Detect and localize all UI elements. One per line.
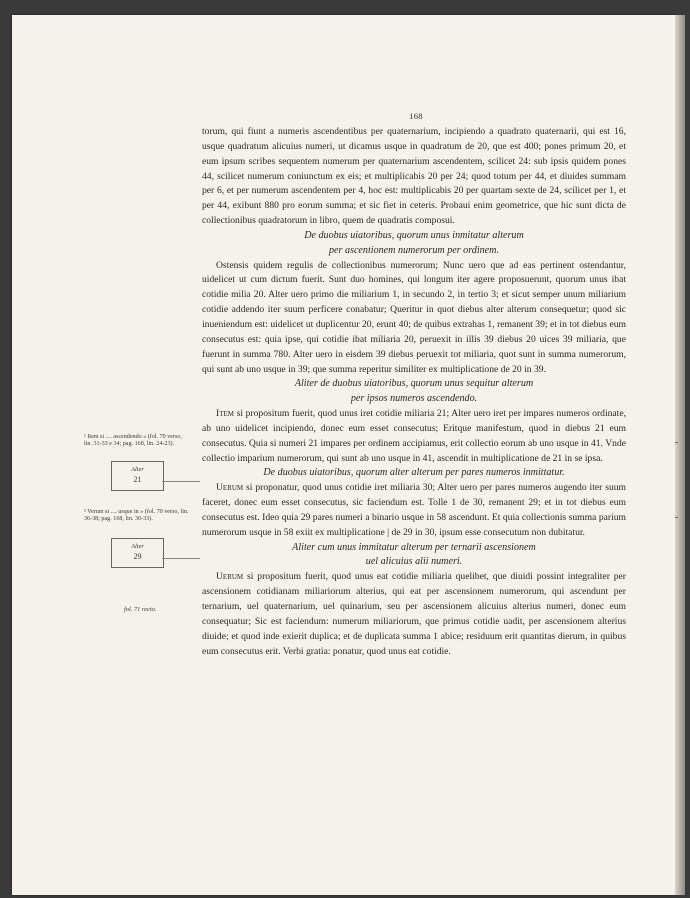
section-heading-4a: Aliter cum unus immitatur alterum per ternarii ascensionem	[292, 541, 536, 553]
page-number: 168	[409, 111, 423, 121]
paragraph-3-lead: Item	[216, 408, 234, 420]
main-text-column	[202, 125, 626, 659]
margin-rule-1	[162, 481, 200, 482]
margin-rule-2	[162, 558, 200, 559]
section-heading-2a: Aliter de duobus uiatoribus, quorum unus sequitur alterum	[294, 378, 534, 390]
margin-note-2: ² Verum si .... usque in » (fol. 70 verso, lin. 36-38; pag. 168, lin. 30-33).	[84, 509, 189, 523]
margin-box-2	[111, 538, 164, 568]
margin-box-2-label: Alter	[131, 543, 144, 550]
paragraph-3	[202, 407, 626, 466]
section-heading-2b: per ipsos numeros ascendendo.	[350, 393, 478, 405]
section-heading-3: De duobus uiatoribus, quorum alter alterum per pares numeros inmittatur.	[263, 467, 565, 479]
paragraph-4-text: si proponatur, quod unus cotidie iret miliaria 30; Alter uero per pares numeros augendo iter suum faceret, donec eum esset consecutus, sic faciendum est. Tolle 1 de 30, remanent 29; et in tot diebus eum consecutus est. Ideo quia 29 pares numeri a binario usque in 58 ascendunt. Et quia collectionis summa parium numerorum usque in 58 exiit ex multiplicatione | de 29 in 30, ipsum esse consecutum non dubitatur.	[202, 482, 626, 538]
edge-tick-mark	[675, 442, 678, 443]
paragraph-5-text: si propositum fuerit, quod unus eat cotidie miliaria quelibet, que diuidi possint integraliter per ascensionem cotidianam miliariorum alterius, qui eat per ascensionem numerorum, qui ascendunt per ternarium, uel quaternarium, uel quinarium, seu per ascensionem alicuius alterius numeri, donec eum consequatur; Sic est faciendum: numerum miliariorum, que primus cotidie uadit, per ascensionem alterius diuide; et quod inde exierit duplica; et de duplicata summa 1 abice; residuum erit quantitas dierum, in quibus eum consecutus erit. Verbi gratia: ponatur, quod unus eat cotidie.	[202, 571, 626, 657]
section-heading-1a: De duobus uiatoribus, quorum unus inmitatur alterum	[304, 229, 524, 241]
paragraph-4	[202, 481, 626, 540]
section-heading-4b: uel alicuius alii numeri.	[365, 556, 463, 568]
margin-note-1: ¹ Item si .... ascendendo » (fol. 70 verso, lin. 31-33 e 34; pag. 168, lin. 24-23).	[84, 434, 182, 448]
margin-box-2-value: 29	[133, 552, 142, 561]
folio-reference: fol. 71 recto.	[124, 606, 157, 613]
page-edge-shadow	[675, 15, 685, 895]
paragraph-4-lead: Uerum	[216, 482, 244, 494]
margin-box-1-value: 21	[133, 475, 142, 484]
edge-tick-mark	[675, 517, 678, 518]
margin-box-1-label: Alter	[131, 466, 144, 473]
margin-box-1	[111, 461, 164, 491]
paragraph-5-lead: Uerum	[216, 571, 244, 583]
paragraph-1: torum, qui fiunt a numeris ascendentibus per quaternarium, incipiendo a quadrato quaternarii, qui est 16, usque quadratum alicuius numeri, ut dicamus usque in quadratum de 20, que est 400; pones primum 20, et eum ipsum scribes sequentem numerum per quaternarium ascendentem, scilicet 24: sub ipsis quidem pones 44, scilicet numerum coniunctum ex eis; et multiplicabis 20 per 24; quod totum per 44, et diuides summam per 6, et per numerum ascendentem per 4, hoc est: multiplicabis 20 per quartam sexte de 24, scilicet per 1, et per 44, exibunt 880 pro eorum summa; et sic fiet in ceteris. Probaui enim geometrice, que hic sunt dicta de collectionibus quadratorum in libro, quem de quadratis composui.	[202, 126, 626, 227]
paragraph-3-text: si propositum fuerit, quod unus iret cotidie miliaria 21; Alter uero iret per impares numeros ordinate, ab uno uidelicet incipiendo, donec eum esset consecutus; Eritque manifestum, quod in diebus 21 eum consecutus. Quia si numeri 21 impares per ordinem accipiamus, erit collectio eorum ab uno usque in 41. Vnde collectio imparium numerorum, qui sunt ab uno usque in 41, ascendit in multiplicatione de 21 in se ipsa.	[202, 408, 626, 464]
section-heading-1b: per ascentionem numerorum per ordinem.	[329, 244, 499, 256]
paragraph-2: Ostensis quidem regulis de collectionibus numerorum; Nunc uero que ad eas pertinent ostendantur, uidelicet ut cum dictum fuerit. Sunt duo homines, qui longum iter agere proposuerunt, quorum unus ibat cotidie milia 20. Alter uero primo die miliarium 1, in secundo 2, in tertio 3; et sicut semper unum miliarium cotidie addendo iter suum perficere conabatur; Queritur in quot diebus alter alterum consequetur; quod sic inueniendum est: uidelicet ut duplicentur 20, erunt 40; de quibus extrahas 1, remanent 39; et in tot diebus eum consecutus est: quia ipse, qui cotidie ibat miliaria 20, peruexit in illis 39 diebus 20 uices 39 miliaria, que fuerunt in summa 780. Alter uero in eisdem 39 diebus peruexit tot miliaria, quot sunt in summa numerorum, qui sunt ab uno usque in 39; que summa reperitur similiter ex multiplicatione de 20 in 39.	[202, 259, 626, 375]
paragraph-5	[202, 570, 626, 659]
